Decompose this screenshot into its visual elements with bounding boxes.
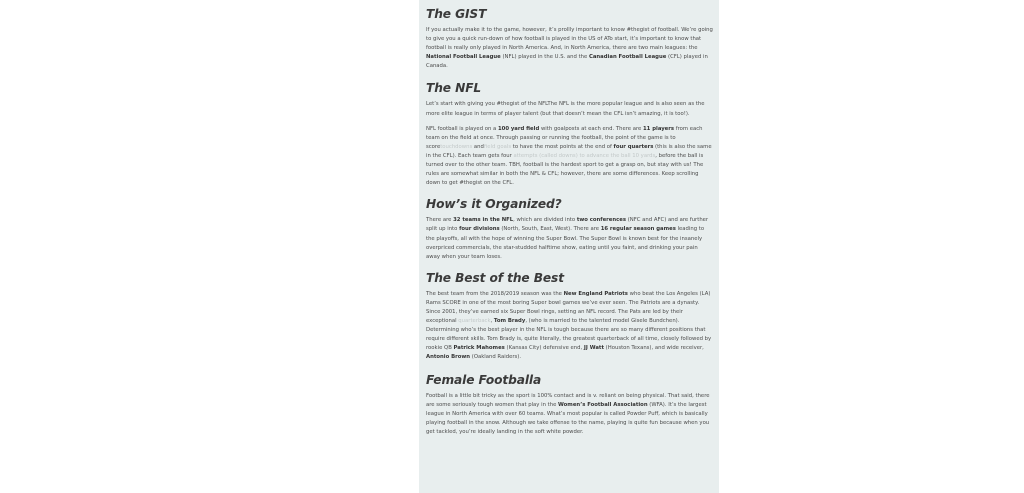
section-heading: How’s it Organized? — [426, 197, 562, 212]
paragraph — [426, 216, 713, 261]
text: There are — [426, 217, 454, 224]
text: (Oakland Raiders). — [470, 354, 522, 361]
text: (Kansas City) defensive end, — [504, 345, 584, 352]
bold-text: Patrick Mahomes — [453, 345, 505, 352]
paragraph — [426, 290, 713, 363]
text: Let’s start with giving you #thegist of the NFLThe NFL is the more popular league and is also seen as the more elite league in terms of player talent (but that doesn’t mean the CFL isn’t amazing, it is too!). — [426, 101, 705, 117]
text: , which are divided into — [513, 217, 577, 224]
quarterback-link[interactable]: quarterback — [458, 318, 491, 325]
section-heading: Female Footballa — [426, 372, 542, 387]
section-female-footballa — [426, 372, 713, 437]
bold-text: 16 regular season games — [600, 226, 676, 233]
bold-text: two conferences — [576, 217, 627, 224]
text: and — [472, 143, 484, 150]
text: NFL football is played on a — [426, 125, 498, 132]
text: with goalposts at each end. There are — [539, 125, 643, 132]
section-the-nfl — [426, 80, 713, 188]
text: (North, South, East, West). There are — [499, 226, 601, 233]
bold-text: four divisions — [459, 226, 500, 233]
text: (WFA). It’s the largest league in North America with over 60 teams. What’s most popular is called Powder Puff, which is basically playing football in the snow. Although we take offense to the name, playing is quite fun because when you get tackled, you’re ideally landing in the soft white powder. — [426, 401, 710, 435]
text: If you actually make it to the game, however, it’s prollly important to know #thegist of football. We’re going to give you a quick run-down of how football is played in the US of ATo start, it’s important to know that football is really only played in North America. And, in North America, there are two main leagues: the — [426, 27, 713, 52]
bold-text: National Football League — [426, 54, 501, 61]
touchdowns-link[interactable]: touchdowns — [440, 143, 473, 150]
section-best-of-the-best — [426, 270, 713, 363]
section-heading: The Best of the Best — [426, 270, 564, 285]
text: (this is also the same in the CFL). Each team gets four — [426, 143, 712, 159]
text: , (who is married to the talented model Gisele Bundchen). Determining who’s the best player in the NFL is tough because there are so many different positions that require different skills. Tom Brady is, quite literally, the greatest quarterback of all time, closely followed by rookie QB — [426, 318, 712, 352]
text: from each team on the field at once. Through passing or running the football, the point of the game is to score — [426, 125, 703, 150]
text: (NFL) played in the U.S. and the — [500, 54, 589, 61]
paragraph — [426, 125, 713, 189]
bold-text: 32 teams in the NFL — [453, 217, 514, 224]
text: (CFL) played in Canada. — [426, 54, 708, 70]
bold-text: Antonio Brown — [426, 354, 471, 361]
bold-text: 11 players — [643, 125, 675, 132]
article-column — [419, 0, 719, 493]
section-the-gist — [426, 6, 713, 71]
bold-text: 100 yard field — [497, 125, 540, 132]
bold-text: JJ Watt — [583, 345, 604, 352]
text: Football is a little bit tricky as the sport is 100% contact and is v. reliant on being physical. That said, there are some seriously tough women that play in the — [426, 392, 710, 408]
paragraph — [426, 392, 713, 437]
text: (NFC and AFC) and are further split up into — [426, 217, 709, 233]
text: leading to the playoffs, all with the hope of winning the Super Bowl. The Super Bowl is known best for the insanely overpriced commercials, the star-studded halftime show, eating until you faint, and drinking your pain away when your team loses. — [426, 226, 705, 260]
section-heading: The NFL — [426, 81, 482, 96]
text: , — [490, 318, 494, 325]
downs-link[interactable]: attempts (called downs) to advance the ball 10 yards — [513, 152, 656, 159]
text: (Houston Texans), and wide receiver, — [603, 345, 704, 352]
section-hows-it-organized — [426, 196, 713, 261]
bold-text: Women’s Football Association — [558, 401, 648, 408]
text: who beat the Los Angeles (LA) Rams SCORE in one of the most boring Super bowl games we’ve ever seen. The Patriots are a dynasty. Since 2001, they’ve earned six Super Bowl rings, setting an NFL record. The Pats are led by their exceptional — [426, 290, 711, 325]
paragraph — [426, 26, 713, 71]
paragraph — [426, 100, 713, 118]
bold-text: New England Patriots — [563, 290, 628, 297]
bold-text: four quarters — [613, 143, 654, 150]
field-goals-link[interactable]: field goals — [483, 143, 512, 150]
bold-text: Canadian Football League — [588, 54, 667, 61]
bold-text: Tom Brady — [493, 318, 526, 325]
text: The best team from the 2018/2019 season was the — [426, 290, 564, 297]
text: , before the ball is turned over to the other team. TBH, football is the hardest sport to get a grasp on, but stay with us! The rules are somewhat similar in both the NFL & CFL; however, there are some differences. Keep scrolling down to get #thegist on the CFL. — [426, 152, 704, 187]
section-heading: The GIST — [426, 7, 487, 21]
text: to have the most points at the end of — [511, 143, 614, 150]
